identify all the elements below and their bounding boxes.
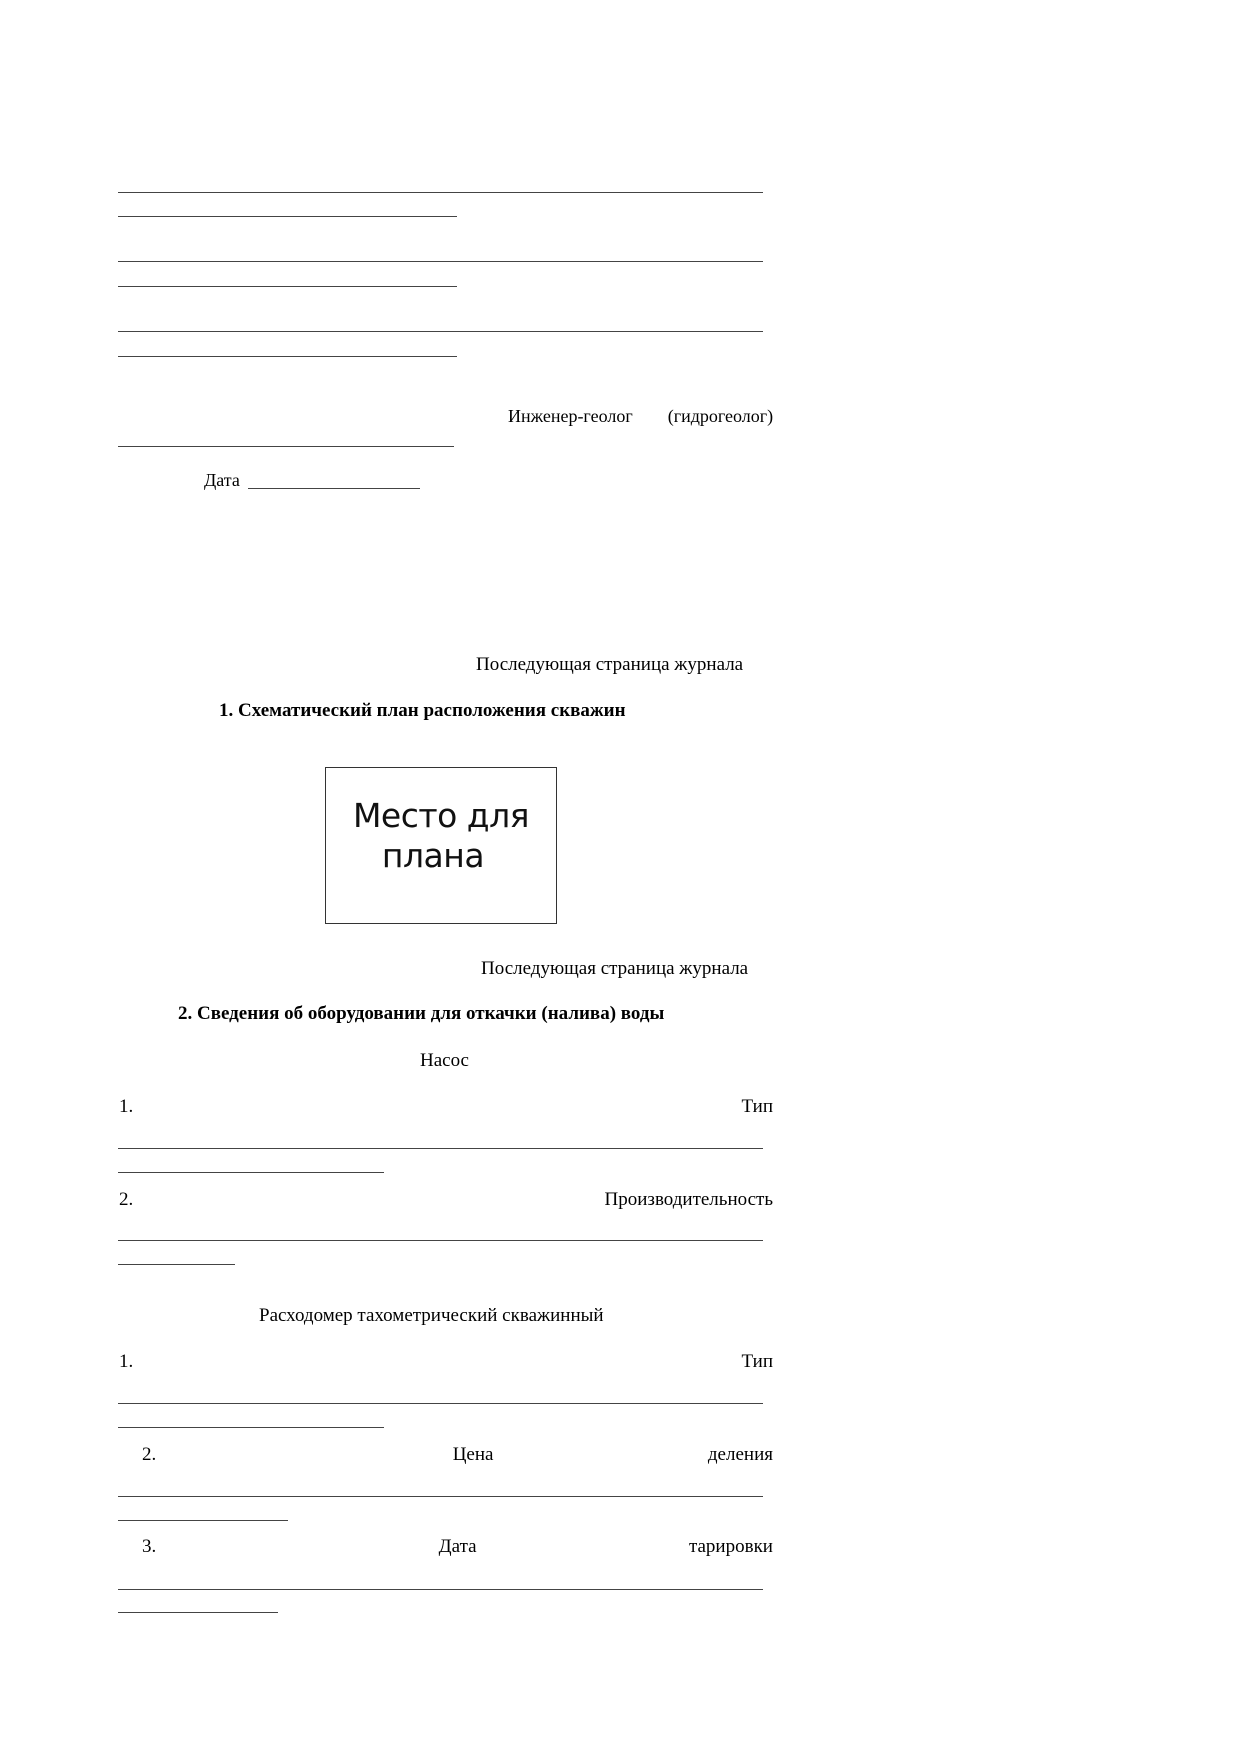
date-label: Дата: [204, 470, 240, 490]
pump-item-1-line-a[interactable]: [118, 1148, 763, 1149]
flowmeter-item-3: [142, 1536, 773, 1558]
blank-line-1b: [118, 216, 457, 217]
pump-item-2: [119, 1189, 773, 1211]
page-note-1: Последующая страница журнала: [476, 654, 744, 675]
blank-line-3a: [118, 331, 763, 332]
engineer-signature-line: [118, 446, 454, 447]
section2-title: 2. Сведения об оборудовании для откачки (налива) воды: [178, 1003, 665, 1024]
plan-placeholder-text: [326, 796, 556, 876]
flowmeter-item-1: [119, 1351, 773, 1373]
pump-item-2-label: Производительность: [604, 1189, 773, 1210]
engineer-label: [508, 406, 773, 427]
flowmeter-item-3-label-a: Дата: [438, 1536, 477, 1557]
pump-item-1-label: Тип: [741, 1096, 773, 1117]
pump-item-1: [119, 1096, 773, 1118]
pump-item-1-num: 1.: [119, 1096, 134, 1117]
flowmeter-item-3-num: 3.: [142, 1536, 157, 1557]
blank-line-2a: [118, 261, 763, 262]
flowmeter-heading: Расходомер тахометрический скважинный: [259, 1305, 604, 1326]
plan-placeholder-line1: Место для: [352, 796, 530, 835]
flowmeter-item-2-line-a[interactable]: [118, 1496, 763, 1497]
pump-heading: Насос: [420, 1050, 469, 1071]
flowmeter-item-3-label-b: тарировки: [688, 1536, 773, 1557]
pump-item-1-line-b[interactable]: [118, 1172, 384, 1173]
flowmeter-item-2-label-a: Цена: [452, 1444, 494, 1465]
page-note-2: Последующая страница журнала: [481, 958, 749, 979]
blank-line-1a: [118, 192, 763, 193]
blank-line-3b: [118, 356, 457, 357]
blank-line-2b: [118, 286, 457, 287]
pump-item-2-line-b[interactable]: [118, 1264, 235, 1265]
flowmeter-item-3-line-a[interactable]: [118, 1589, 763, 1590]
flowmeter-item-1-num: 1.: [119, 1351, 134, 1372]
plan-placeholder-box: [325, 767, 557, 924]
date-line: [248, 488, 420, 489]
engineer-title-paren: (гидрогеолог): [667, 406, 774, 426]
plan-placeholder-line2: плана: [381, 836, 485, 875]
pump-item-2-num: 2.: [119, 1189, 134, 1210]
flowmeter-item-2-num: 2.: [142, 1444, 157, 1465]
flowmeter-item-1-line-a[interactable]: [118, 1403, 763, 1404]
flowmeter-item-2-label-b: деления: [707, 1444, 773, 1465]
pump-item-2-line-a[interactable]: [118, 1240, 763, 1241]
flowmeter-item-2: [142, 1444, 773, 1466]
flowmeter-item-1-label: Тип: [741, 1351, 773, 1372]
section1-title: 1. Схематический план расположения скважин: [219, 700, 626, 721]
flowmeter-item-3-line-b[interactable]: [118, 1612, 278, 1613]
flowmeter-item-1-line-b[interactable]: [118, 1427, 384, 1428]
flowmeter-item-2-line-b[interactable]: [118, 1520, 288, 1521]
engineer-title: Инженер-геолог: [508, 406, 633, 426]
